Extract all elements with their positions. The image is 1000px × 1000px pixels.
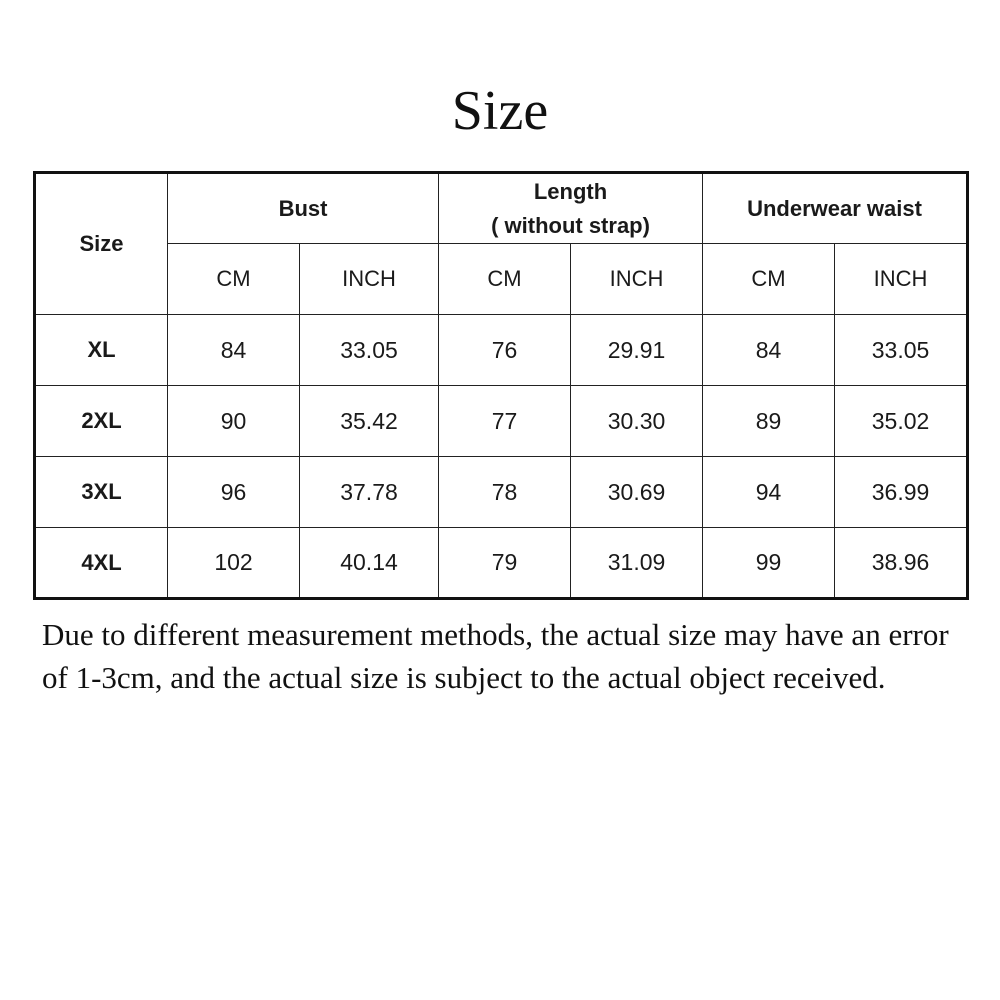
table-cell: 102 <box>168 528 300 599</box>
table-cell: 94 <box>703 457 835 528</box>
unit-header: CM <box>703 244 835 315</box>
table-cell: 38.96 <box>835 528 968 599</box>
size-label: 2XL <box>35 386 168 457</box>
table-cell: 36.99 <box>835 457 968 528</box>
unit-header-row <box>35 244 968 315</box>
size-label: 3XL <box>35 457 168 528</box>
size-label: 4XL <box>35 528 168 599</box>
length-header-sublabel: ( without strap) <box>491 212 650 238</box>
unit-header: CM <box>439 244 571 315</box>
table-cell: 33.05 <box>835 315 968 386</box>
table-row <box>35 386 968 457</box>
table-cell: 90 <box>168 386 300 457</box>
unit-header: INCH <box>571 244 703 315</box>
underwear-waist-header <box>703 173 968 244</box>
table-cell: 30.69 <box>571 457 703 528</box>
size-chart-table <box>33 171 969 600</box>
table-row <box>35 528 968 599</box>
table-cell: 29.91 <box>571 315 703 386</box>
table-cell: 84 <box>703 315 835 386</box>
unit-header: INCH <box>835 244 968 315</box>
table-row <box>35 315 968 386</box>
table-cell: 77 <box>439 386 571 457</box>
measurement-note: Due to different measurement methods, the actual size may have an error of 1-3cm, and the actual size is subject to the actual object received. <box>42 617 949 695</box>
length-header <box>439 173 703 244</box>
table-cell: 79 <box>439 528 571 599</box>
size-label: XL <box>35 315 168 386</box>
length-header-label: Length <box>533 178 608 204</box>
size-column-header: Size <box>35 173 168 315</box>
table-cell: 31.09 <box>571 528 703 599</box>
table-cell: 35.42 <box>300 386 439 457</box>
table-cell: 76 <box>439 315 571 386</box>
table-cell: 37.78 <box>300 457 439 528</box>
table-cell: 30.30 <box>571 386 703 457</box>
table-row <box>35 457 968 528</box>
bust-header-label: Bust <box>278 195 328 221</box>
table-cell: 33.05 <box>300 315 439 386</box>
table-cell: 35.02 <box>835 386 968 457</box>
table-cell: 89 <box>703 386 835 457</box>
group-header-row <box>35 173 968 244</box>
table-cell: 96 <box>168 457 300 528</box>
table-cell: 78 <box>439 457 571 528</box>
table-cell: 84 <box>168 315 300 386</box>
bust-header <box>168 173 439 244</box>
table-cell: 99 <box>703 528 835 599</box>
table-cell: 40.14 <box>300 528 439 599</box>
page-title: Size <box>451 80 549 142</box>
underwear-waist-header-label: Underwear waist <box>747 195 922 221</box>
unit-header: INCH <box>300 244 439 315</box>
unit-header: CM <box>168 244 300 315</box>
